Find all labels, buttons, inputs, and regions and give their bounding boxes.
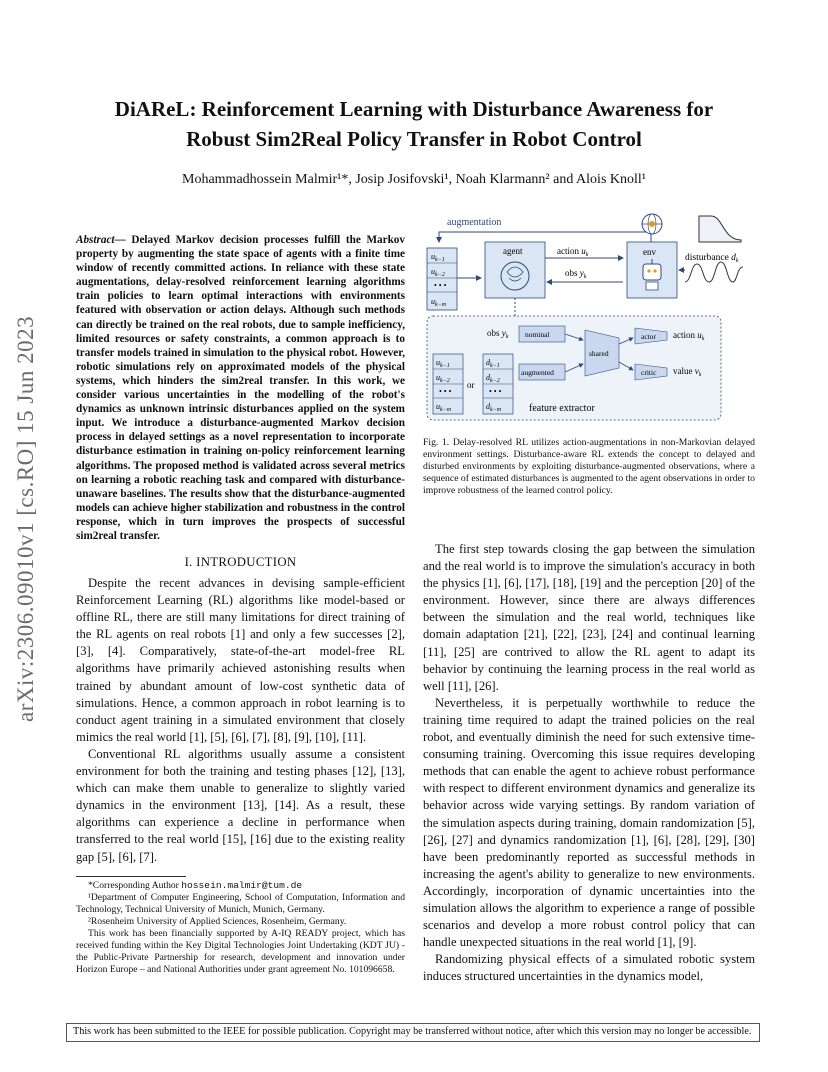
agent-box — [485, 242, 545, 298]
nominal-label: nominal — [525, 330, 550, 339]
figure-caption: Fig. 1. Delay-resolved RL utilizes action-augmentations in non-Markovian delayed environment settings. Disturbance-aware RL extends the concept to delayed and disturbed environments by exploiting disturbance-augmented observations, where a sequence of estimated disturbances is augmented to the agent observations in order to improve robustness of the learned control policy. — [423, 437, 755, 497]
paragraph: Conventional RL algorithms usually assume a consistent environment for both the training and testing phases [12], [13], which can make them unable to generalize to slightly varied dynamics in the environment [13], [14]. As a result, these algorithms can experience a decline in performance when transferred to the real world [15], [16] due to the existing reality gap [5], [6], [7]. — [76, 746, 405, 864]
right-column-body — [423, 541, 755, 985]
abstract-label: Abstract — [76, 234, 115, 246]
svg-text:uk−1: $u_{k-1}$ — [436, 358, 450, 369]
ellipsis: • • • — [434, 281, 447, 290]
paragraph: Randomizing physical effects of a simulated robotic system induces structured uncertainties in the dynamics model, — [423, 952, 755, 984]
footnotes — [76, 880, 405, 976]
u-buffer — [433, 354, 463, 414]
svg-text:disturbance dk: disturbance $d_k$ — [685, 253, 739, 264]
author-list: Mohammadhossein Malmir¹*, Josip Josifovski¹, Noah Klarmann² and Alois Knoll¹ — [182, 172, 646, 187]
paragraph: Despite the recent advances in devising sample-efficient Reinforcement Learning (RL) algorithms like model-based or offline RL, there are still many limitations for direct training of the RL agents on real robots [1] and only a few successes [2], [3], [4]. Comparatively, state-of-the-art model-free RL algorithms have primarily achieved astonishing results when trained by abundant amount of low-cost synthetic data of simulations. Hence, a common approach in robot learning is to conduct agent training in a simulated environment that closely mimics the real world [1], [5], [6], [7], [8], [9], [10], [11]. — [76, 576, 405, 744]
paragraph: The first step towards closing the gap between the simulation and the real world is to improve the simulation's accuracy in both the physics [1], [6], [17], [18], [19] and the perception [20] of the environment. However, since there are always differences between the simulation and the real world, techniques like domain adaptation [21], [22], [23], [24] and continual learning [11], [25] are contrived to allow the RL agent to adapt its behavior by continuing the learning process in the real world as well [11], [26]. — [423, 542, 755, 693]
svg-text:obs yk: obs $y_k$ — [487, 328, 509, 340]
svg-text:action uk: action $u_k$ — [557, 246, 589, 258]
title-line-1: DiAReL: Reinforcement Learning with Disturbance Awareness for — [114, 97, 714, 121]
footnote-rule — [76, 876, 186, 877]
agent-label: agent — [503, 246, 523, 256]
footnote-corresponding — [76, 880, 405, 892]
augmentation-label: augmentation — [447, 217, 502, 228]
robot-icon — [643, 264, 661, 280]
svg-text:uk−m: $u_{k-m}$ — [431, 297, 447, 308]
env-label: env — [643, 247, 656, 257]
footnote-funding: This work has been financially supported by A-IQ READY project, which has received funding within the Key Digital Technologies Joint Undertaking (KDT JU) - the Public-Private Partnership for research, development and innovation under Horizon Europe – and National Authorities under grant agreement No. 101096658. — [76, 928, 405, 975]
obs-arrow-label: obs — [565, 268, 578, 278]
section-heading: I. INTRODUCTION — [184, 555, 297, 569]
svg-text:dk−m: $d_{k-m}$ — [486, 402, 502, 413]
paragraph: Nevertheless, it is perpetually worthwhile to reduce the training time required to adapt the trained policies on the real robot, and eventually diminish the need for such extensive time-consuming training. Overcoming this issue requires developing methods that can enable the agent to achieve robust performance with respect to different environment dynamics and generalize its behavior across wide varying settings. By random variation of the simulation aspects during training, domain randomization [5], [26], [27] and dynamics randomization [1], [6], [28], [29], [30] have been predominantly reported as successful methods in increasing the agent's ability to generalize to new environments. Accordingly, incorporation of dynamic uncertainties into the simulation allows the algorithm to experience a range of possible scenarios and develop a more robust control policy that can handle unexpected situations in the real world [1], [9]. — [423, 695, 755, 950]
footnote-affiliation-2: ²Rosenheim University of Applied Sciences, Rosenheim, Germany. — [88, 916, 347, 927]
svg-text:dk−1: $d_{k-1}$ — [486, 358, 500, 369]
disturbance-plots — [685, 216, 743, 282]
critic-label: critic — [641, 368, 657, 377]
title-line-2: Robust Sim2Real Policy Transfer in Robot Control — [186, 127, 642, 151]
or-label: or — [467, 380, 475, 390]
ellipsis: • • • — [489, 387, 502, 396]
figure-1-diagram — [423, 212, 755, 426]
abstract — [76, 233, 405, 543]
svg-text:value vk: value $v_k$ — [673, 366, 702, 378]
feature-extractor-label: feature extractor — [529, 403, 595, 414]
svg-text:obs yk: obs $y_k$ — [565, 268, 587, 280]
critic-output-label: value — [673, 366, 693, 376]
obs-input-label: obs — [487, 328, 500, 338]
abstract-text: — Delayed Markov decision processes fulfill the Markov property by augmenting the state space of agents with a finite time window of recently committed actions. In reliance with these state augmentations, delay-resolved reinforcement learning algorithms train policies to learn optimal interactions with environments featured with observation or action delays. Although such methods can directly be trained on the real robots, due to sample inefficiency, limited resources or safety constraints, a common approach is to transfer models trained in simulation to the physical robot. However, robotic simulations rely on approximated models of the physical systems, which hinders the sim2real transfer. In this work, we consider various uncertainties in the modelling of the robot's dynamics as unknown intrinsic disturbances applied on the system input. We introduce a disturbance-augmented Markov decision process in delayed settings as a novel representation to incorporate disturbance estimation in training on-policy reinforcement learning algorithms. The proposed method is validated across several metrics on learning a robotic reaching task and compared with disturbance-unaware baselines. The results show that the disturbance-augmented models can achieve higher stabilization and robustness in the control response, which in turn improves the prospects of successful sim2real transfer. — [76, 234, 405, 542]
author-email-link[interactable]: hossein.malmir@tum.de — [181, 880, 303, 891]
arxiv-identifier[interactable]: arXiv:2306.09010v1 [cs.RO] 15 Jun 2023 — [13, 315, 38, 722]
copyright-notice: This work has been submitted to the IEEE for possible publication. Copyright may be transferred without notice, after which this version may no longer be accessible. — [66, 1023, 760, 1042]
d-buffer — [483, 354, 513, 414]
shared-label: shared — [589, 349, 609, 358]
svg-text:uk−m: $u_{k-m}$ — [436, 402, 452, 413]
env-box — [627, 242, 677, 298]
action-buffer — [427, 248, 457, 310]
left-column-body — [76, 575, 405, 866]
svg-text:uk−2: $u_{k-2}$ — [431, 267, 445, 278]
svg-text:action uk: action $u_k$ — [673, 330, 705, 342]
footnote-corresponding-label: *Corresponding Author — [88, 880, 182, 891]
disturbance-label: disturbance — [685, 253, 729, 263]
augmented-label: augmented — [521, 368, 554, 377]
svg-text:uk−1: $u_{k-1}$ — [431, 252, 445, 263]
paper-title — [60, 94, 768, 154]
actor-label: actor — [641, 332, 656, 341]
svg-text:dk−2: $d_{k-2}$ — [486, 373, 500, 384]
action-arrow-label: action — [557, 246, 579, 256]
ellipsis: • • • — [439, 387, 452, 396]
actor-output-label: action — [673, 330, 695, 340]
svg-text:uk−2: $u_{k-2}$ — [436, 373, 450, 384]
globe-icon — [642, 214, 662, 234]
footnote-affiliation-1: ¹Department of Computer Engineering, School of Computation, Information and Technology, Technical University of Munich, Munich, Germany. — [76, 892, 405, 915]
